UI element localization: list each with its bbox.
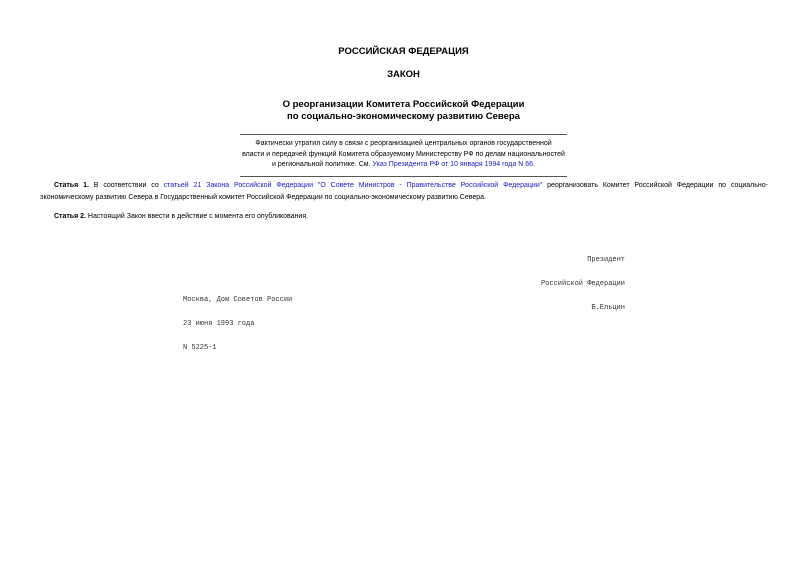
article-2 (40, 211, 768, 223)
status-note-line-1: Фактически утратил силу в связи с реорганизацией центральных органов государственной (255, 140, 552, 147)
article-1-line-1 (40, 180, 768, 192)
article-1-pre-link: В соответствии со (88, 182, 164, 189)
signature-title: Президент (587, 256, 625, 264)
article-1-line-2: экономическому развитию Севера в Государственный комитет Российской Федерации по социально-экономическому развитию Севера. (40, 194, 487, 201)
signing-date: 23 июня 1993 года (183, 320, 255, 328)
signature-name: Б.Ельцин (591, 304, 625, 312)
status-note (236, 139, 571, 171)
decree-link[interactable]: Указ Президента РФ от 10 января 1994 года N 66 (372, 161, 533, 168)
article-2-line (40, 211, 768, 223)
status-note-suffix: . (532, 161, 535, 168)
document-title-line-1: О реорганизации Комитета Российской Федерации (282, 99, 525, 110)
signature-block (520, 240, 625, 320)
country-heading: РОССИЙСКАЯ ФЕДЕРАЦИЯ (338, 46, 469, 57)
article-2-text: Настоящий Закон ввести в действие с момента его опубликования. (85, 213, 309, 220)
signing-place: Москва, Дом Советов России (183, 296, 293, 304)
status-note-line-3 (236, 160, 571, 171)
status-note-line-2: власти и передачей функций Комитета образуемому Министерству РФ по делам национальностей (242, 150, 565, 158)
document-type: ЗАКОН (387, 69, 420, 80)
status-note-top-rule (240, 134, 567, 135)
document-title-line-2: по социально-экономическому развитию Севера (287, 111, 520, 122)
place-date-block (183, 280, 292, 360)
law-number: N 5225-1 (183, 344, 217, 352)
article-1-post-link: реорганизовать Комитет Российской Федерации по социально- (542, 182, 768, 189)
status-note-bottom-rule (240, 176, 567, 177)
article-1-label: Статья 1. (54, 182, 89, 189)
status-note-prefix: и региональной политике. См. (272, 161, 373, 168)
article-1 (40, 180, 768, 204)
signature-org: Российской Федерации (540, 280, 625, 288)
article-2-label: Статья 2. (54, 213, 86, 220)
law-article-21-link[interactable]: статьей 21 Закона Российской Федерации "О Совете Министров - Правительстве Российской Федерации" (163, 182, 543, 189)
